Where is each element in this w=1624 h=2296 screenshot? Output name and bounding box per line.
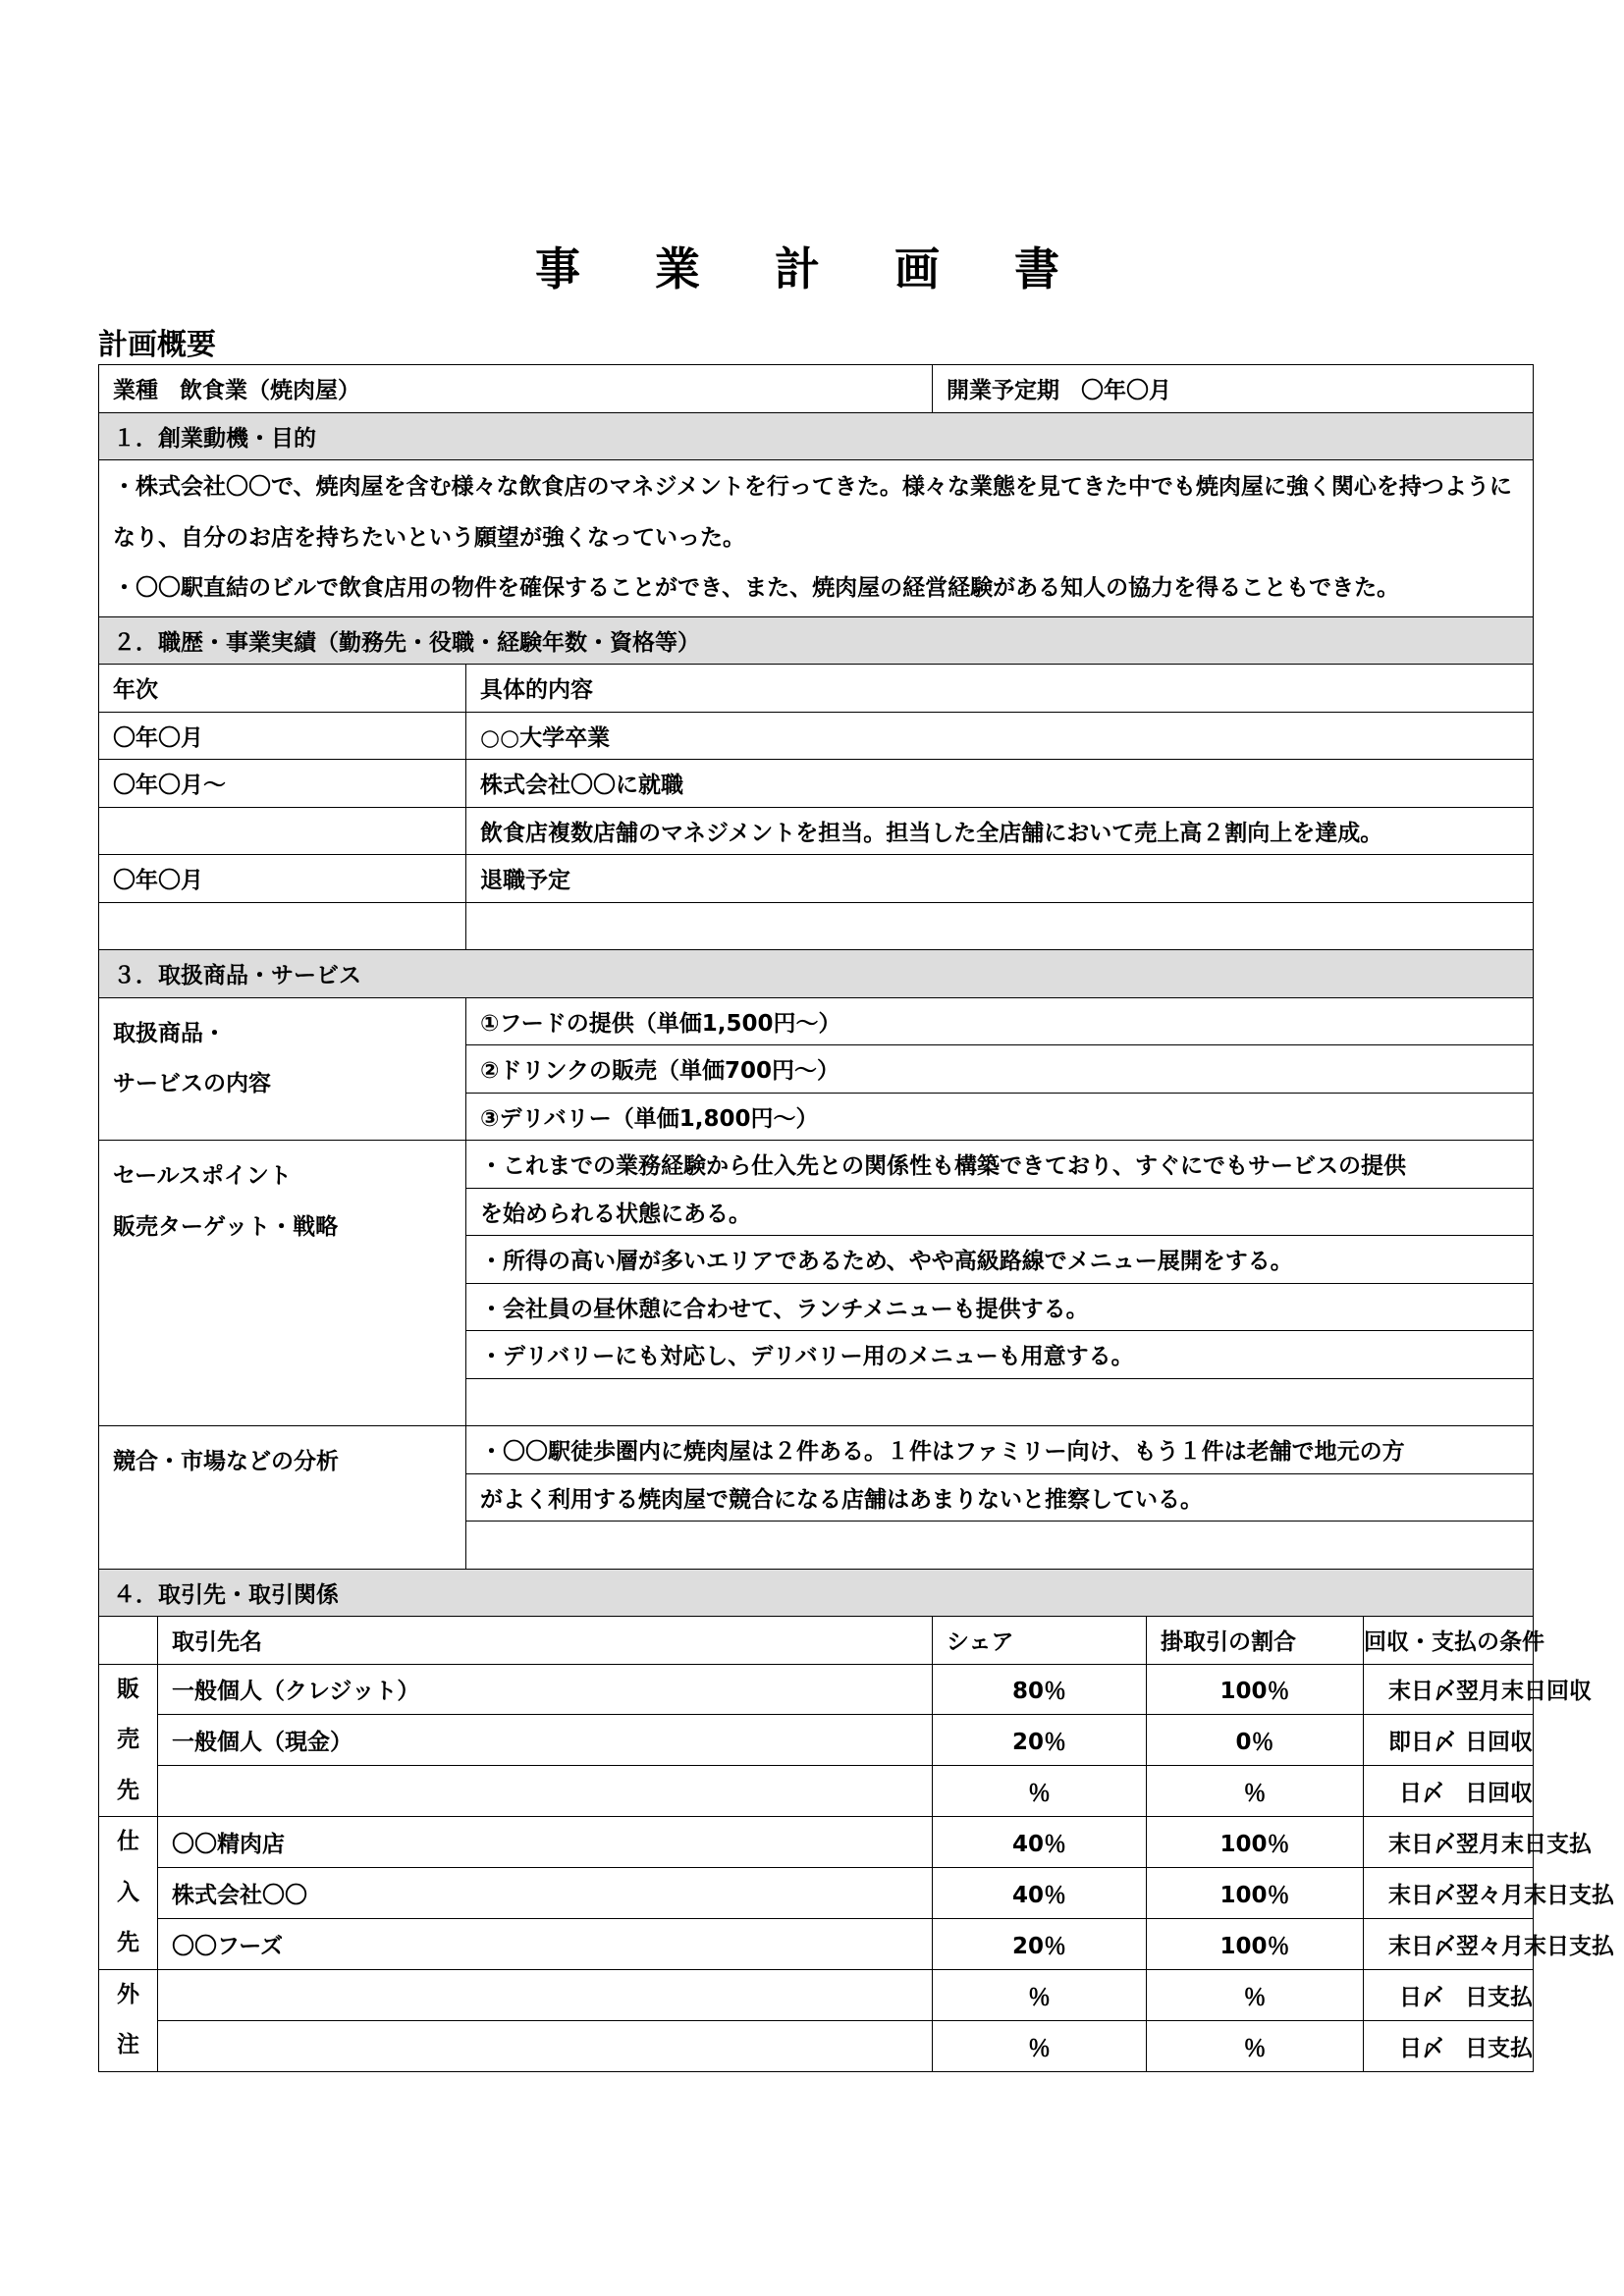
competition-label-text: 競合・市場などの分析 <box>113 1449 339 1474</box>
industry-cell <box>99 365 933 413</box>
partner-terms <box>1364 1664 1592 1715</box>
terms-close: 日〆 <box>1398 1781 1444 1807</box>
terms-close: 日〆 <box>1411 1679 1456 1705</box>
sales-points-label <box>99 1141 466 1426</box>
partner-share: ％ <box>933 1766 1147 1817</box>
career-detail <box>466 902 1534 950</box>
partner-share: 40％ <box>933 1817 1147 1868</box>
terms-cutoff: 末 <box>1388 1831 1411 1857</box>
partner-row <box>99 1918 1534 1969</box>
terms-cutoff: 末 <box>1388 1679 1411 1705</box>
partner-row <box>99 1969 1534 2020</box>
partners-header-row <box>99 1617 1534 1665</box>
industry-label: 業種 <box>113 378 158 404</box>
product-item: ②ドリンクの販売（単価700円～） <box>466 1045 1534 1094</box>
partner-name: 一般個人（現金） <box>158 1715 933 1766</box>
terms-month <box>1444 1979 1465 2011</box>
partner-group-char: 販 <box>117 1676 139 1702</box>
partner-name: 株式会社〇〇 <box>158 1867 933 1918</box>
industry-value: 飲食業（焼肉屋） <box>180 378 360 404</box>
terms-month: 翌月末 <box>1456 1831 1524 1857</box>
sales-label-line1: セールスポイント <box>113 1163 292 1189</box>
partner-credit-ratio: 100％ <box>1147 1867 1364 1918</box>
partner-group-char: 仕 <box>117 1829 139 1854</box>
career-row <box>99 807 1534 855</box>
terms-close: 日〆 <box>1411 1730 1456 1756</box>
career-detail: 退職予定 <box>466 855 1534 903</box>
career-detail: 株式会社〇〇に就職 <box>466 760 1534 808</box>
partner-terms <box>1364 1918 1614 1969</box>
terms-month <box>1444 2030 1465 2062</box>
sales-point-line: ・これまでの業務経験から仕入先との関係性も構築できており、すぐにでもサービスの提供 <box>466 1141 1534 1189</box>
partner-name <box>158 1766 933 1817</box>
partner-row <box>99 1664 1534 1715</box>
career-row <box>99 760 1534 808</box>
sales-point-line: ・デリバリーにも対応し、デリバリー用のメニューも用意する。 <box>466 1331 1534 1379</box>
career-year: 〇年〇月 <box>99 712 466 760</box>
partner-group-label <box>99 1664 158 1817</box>
motivation-paragraph-1: ・株式会社〇〇で、焼肉屋を含む様々な飲食店のマネジメントを行ってきた。様々な業態を見てきた中でも焼肉屋に強く関心を持つようになり、自分のお店を持ちたいという願望が強くなっていった。 <box>113 474 1512 551</box>
motivation-paragraph-2: ・〇〇駅直結のビルで飲食店用の物件を確保することができ、また、焼肉屋の経営経験がある知人の協力を得ることもできた。 <box>113 575 1400 601</box>
terms-settle: 日支払 <box>1524 1831 1592 1857</box>
partner-group-label <box>99 1969 158 2071</box>
terms-settle: 日支払 <box>1465 2035 1534 2061</box>
sales-label-line2: 販売ターゲット・戦略 <box>113 1213 339 1240</box>
partner-credit-ratio: 100％ <box>1147 1664 1364 1715</box>
terms-month: 翌月末 <box>1456 1679 1524 1705</box>
partner-group-char: 注 <box>117 2032 139 2057</box>
terms-cutoff: 末 <box>1388 1933 1411 1959</box>
career-year: 〇年〇月 <box>99 855 466 903</box>
partner-group-char: 先 <box>117 1930 139 1955</box>
partner-name: 〇〇フーズ <box>158 1918 933 1969</box>
terms-close: 日〆 <box>1411 1831 1456 1857</box>
partner-row <box>99 1766 1534 1817</box>
partner-group-char: 入 <box>117 1879 139 1905</box>
partner-terms <box>1364 1766 1534 1817</box>
terms-cutoff <box>1388 1979 1399 2011</box>
partner-name <box>158 2020 933 2071</box>
partner-share: 80％ <box>933 1664 1147 1715</box>
partner-credit-ratio: ％ <box>1147 1969 1364 2020</box>
partners-col-terms: 回収・支払の条件 <box>1364 1617 1534 1665</box>
sales-point-line: ・所得の高い層が多いエリアであるため、やや高級路線でメニュー展開をする。 <box>466 1236 1534 1284</box>
career-year: 〇年〇月～ <box>99 760 466 808</box>
section4-heading: ４．取引先・取引関係 <box>99 1569 1534 1617</box>
partner-share: 40％ <box>933 1867 1147 1918</box>
document-title: 事 業 計 画 書 <box>534 242 1090 295</box>
section1-heading: １．創業動機・目的 <box>99 412 1534 460</box>
competition-line: がよく利用する焼肉屋で競合になる店舗はあまりないと推察している。 <box>466 1473 1534 1522</box>
terms-close: 日〆 <box>1398 1984 1444 2010</box>
partners-col-credit: 掛取引の割合 <box>1147 1617 1364 1665</box>
overview-row <box>99 365 1534 413</box>
competition-line <box>466 1522 1534 1570</box>
product-item: ①フードの提供（単価1,500円～） <box>466 997 1534 1045</box>
partner-share: 20％ <box>933 1715 1147 1766</box>
plan-overview-heading: 計画概要 <box>98 328 216 362</box>
opening-value: 〇年〇月 <box>1081 378 1171 404</box>
career-detail: ○○大学卒業 <box>466 712 1534 760</box>
partner-row <box>99 2020 1534 2071</box>
partner-credit-ratio: 100％ <box>1147 1817 1364 1868</box>
partner-group-char: 売 <box>117 1727 139 1752</box>
career-col-year: 年次 <box>99 665 466 713</box>
terms-settle: 日支払 <box>1546 1882 1614 1908</box>
products-label-line1: 取扱商品・ <box>113 1020 226 1046</box>
terms-close: 日〆 <box>1398 2035 1444 2061</box>
sales-point-line: を始められる状態にある。 <box>466 1188 1534 1236</box>
terms-month: 翌々月末 <box>1456 1882 1546 1908</box>
terms-settle: 日支払 <box>1465 1984 1534 2010</box>
career-detail: 飲食店複数店舗のマネジメントを担当。担当した全店舗において売上高２割向上を達成。 <box>466 807 1534 855</box>
partner-terms <box>1364 1817 1592 1868</box>
terms-close: 日〆 <box>1411 1882 1456 1908</box>
terms-cutoff: 即 <box>1388 1730 1411 1756</box>
partner-credit-ratio: ％ <box>1147 1766 1364 1817</box>
partner-terms <box>1364 1969 1534 2020</box>
partner-group-char: 外 <box>117 1981 139 2007</box>
partner-terms <box>1364 1867 1614 1918</box>
motivation-text <box>99 460 1534 617</box>
career-col-detail: 具体的内容 <box>466 665 1534 713</box>
terms-cutoff <box>1388 1775 1399 1807</box>
partner-name <box>158 1969 933 2020</box>
sales-point-line: ・会社員の昼休憩に合わせて、ランチメニューも提供する。 <box>466 1283 1534 1331</box>
terms-settle: 日回収 <box>1524 1679 1592 1705</box>
partner-share: ％ <box>933 1969 1147 2020</box>
career-row <box>99 712 1534 760</box>
sales-point-line <box>466 1378 1534 1426</box>
partner-credit-ratio: ％ <box>1147 2020 1364 2071</box>
terms-cutoff <box>1388 2030 1399 2062</box>
career-year <box>99 807 466 855</box>
competition-label <box>99 1426 466 1570</box>
partner-terms <box>1364 2020 1534 2071</box>
products-label <box>99 997 466 1141</box>
terms-month <box>1456 1724 1465 1756</box>
career-header-row <box>99 665 1534 713</box>
partner-terms <box>1364 1715 1534 1766</box>
partners-blank-header <box>99 1617 158 1665</box>
partner-row <box>99 1715 1534 1766</box>
career-row <box>99 855 1534 903</box>
terms-close: 日〆 <box>1411 1933 1456 1959</box>
opening-label: 開業予定期 <box>947 378 1059 404</box>
terms-month: 翌々月末 <box>1456 1933 1546 1959</box>
partner-group-char: 先 <box>117 1777 139 1803</box>
business-plan-table <box>98 364 1614 2072</box>
partner-row <box>99 1817 1534 1868</box>
product-item: ③デリバリー（単価1,800円～） <box>466 1093 1534 1141</box>
opening-cell <box>933 365 1534 413</box>
competition-line: ・〇〇駅徒歩圏内に焼肉屋は２件ある。１件はファミリー向け、もう１件は老舗で地元の方 <box>466 1426 1534 1474</box>
partner-name: 〇〇精肉店 <box>158 1817 933 1868</box>
terms-settle: 日支払 <box>1546 1933 1614 1959</box>
career-row <box>99 902 1534 950</box>
partner-share: ％ <box>933 2020 1147 2071</box>
terms-settle: 日回収 <box>1465 1781 1534 1807</box>
terms-month <box>1444 1775 1465 1807</box>
career-year <box>99 902 466 950</box>
partner-credit-ratio: 0％ <box>1147 1715 1364 1766</box>
partner-share: 20％ <box>933 1918 1147 1969</box>
partner-row <box>99 1867 1534 1918</box>
partner-name: 一般個人（クレジット） <box>158 1664 933 1715</box>
section3-heading: ３．取扱商品・サービス <box>99 950 1534 998</box>
partner-group-label <box>99 1817 158 1970</box>
section2-heading: ２．職歴・事業実績（勤務先・役職・経験年数・資格等） <box>99 616 1534 665</box>
terms-cutoff: 末 <box>1388 1882 1411 1908</box>
products-label-line2: サービスの内容 <box>113 1071 271 1096</box>
terms-settle: 日回収 <box>1465 1730 1534 1756</box>
partner-credit-ratio: 100％ <box>1147 1918 1364 1969</box>
partners-col-name: 取引先名 <box>158 1617 933 1665</box>
partners-col-share: シェア <box>933 1617 1147 1665</box>
